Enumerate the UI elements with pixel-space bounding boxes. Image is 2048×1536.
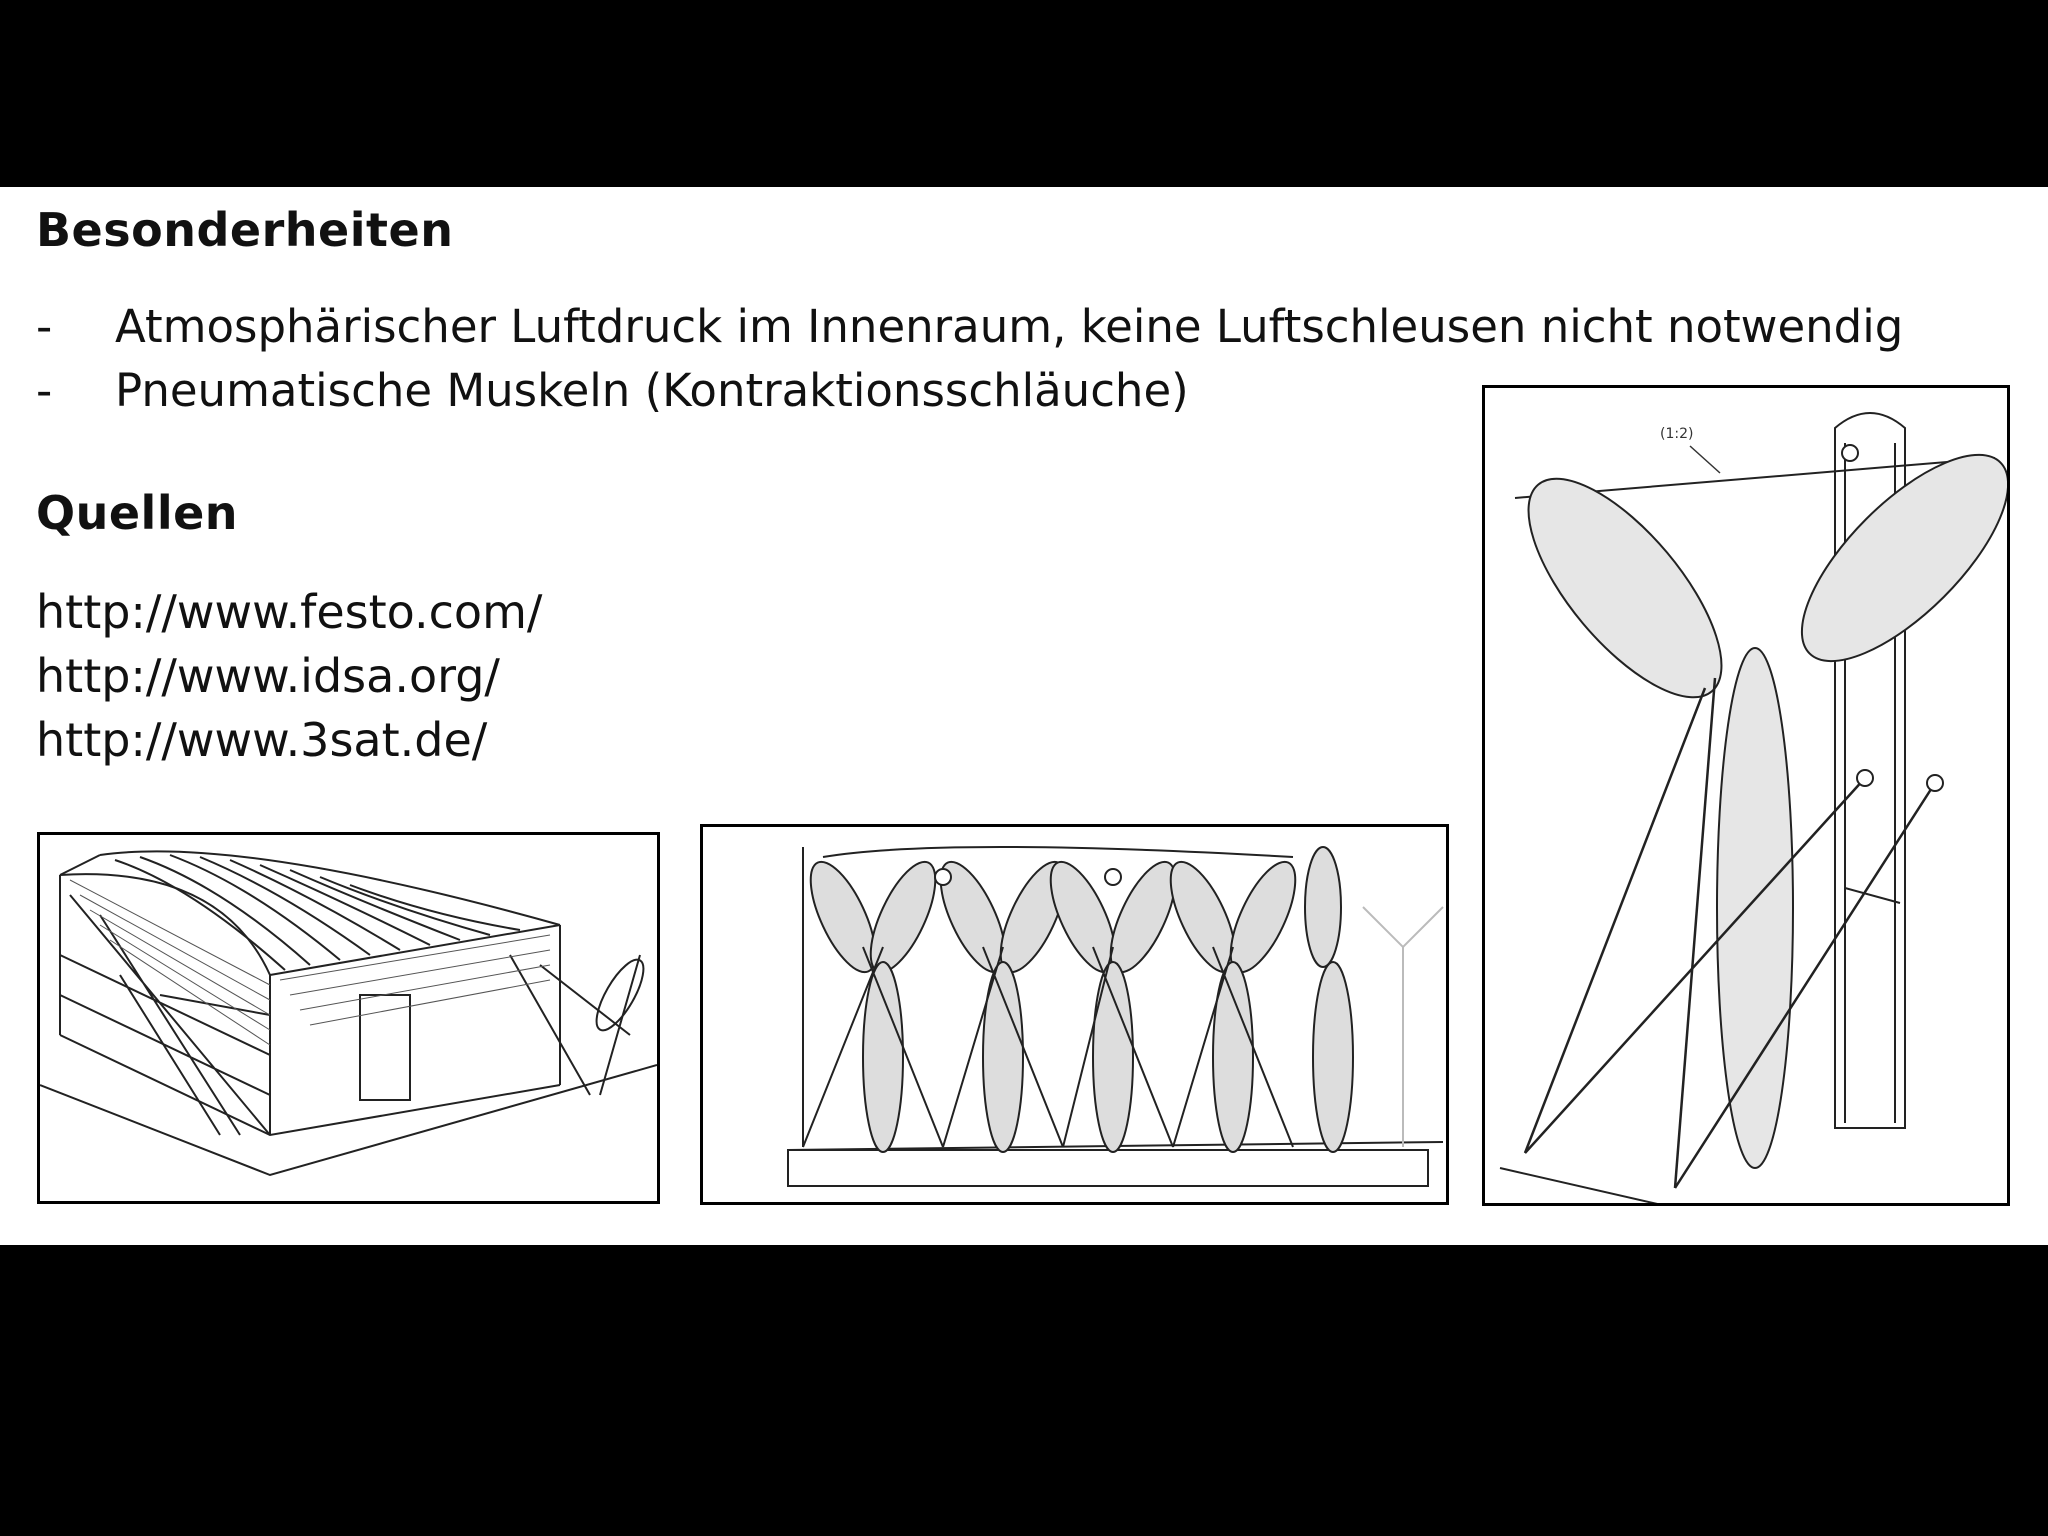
figure-muscle-frames	[700, 824, 1449, 1205]
single-muscle-drawing	[1485, 388, 2007, 1203]
figure-label: (1:2)	[1660, 426, 1694, 442]
muscle-frames-drawing	[703, 827, 1446, 1202]
slide	[0, 187, 2048, 1245]
heading-sources: Quellen	[36, 486, 239, 540]
bullet-marker: -	[36, 300, 53, 353]
letterbox-top	[0, 0, 2048, 187]
source-list	[36, 580, 542, 772]
heading-features: Besonderheiten	[36, 203, 454, 257]
list-item	[36, 295, 1903, 359]
letterbox-bottom	[0, 1245, 2048, 1536]
source-link[interactable]: http://www.3sat.de/	[36, 713, 488, 767]
figure-hall-structure	[37, 832, 660, 1204]
bullet-text: Pneumatische Muskeln (Kontraktionsschläuche)	[115, 364, 1189, 417]
source-link[interactable]: http://www.idsa.org/	[36, 649, 500, 703]
source-link[interactable]: http://www.festo.com/	[36, 585, 543, 639]
figure-single-muscle	[1482, 385, 2010, 1206]
hall-structure-drawing	[40, 835, 657, 1201]
bullet-marker: -	[36, 364, 53, 417]
bullet-text: Atmosphärischer Luftdruck im Innenraum, keine Luftschleusen nicht notwendig	[115, 300, 1904, 353]
